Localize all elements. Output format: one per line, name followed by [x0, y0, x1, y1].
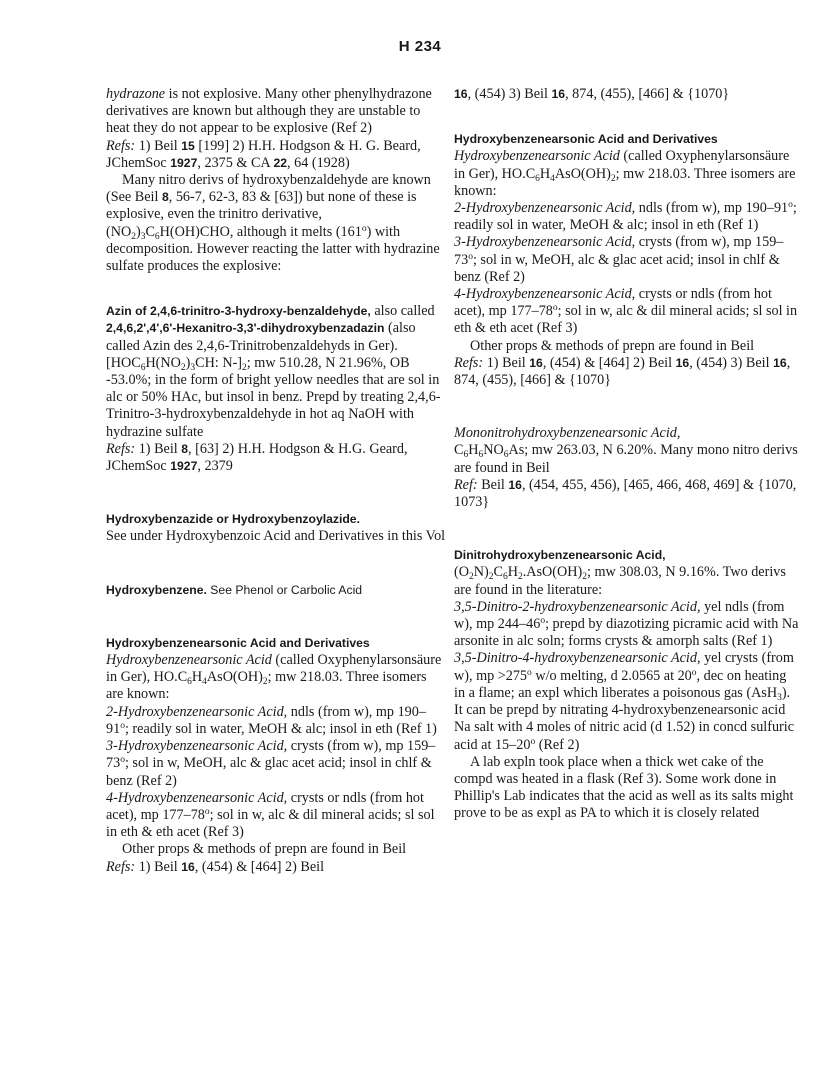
- dinitro-2-isomer: 3,5-Dinitro-2-hydroxybenzenearsonic Acid, yel ndls (from w), mp 244–46$^o$; prepd by diazotizing picramic acid with Na arsonite in alc soln; forms crysts & amorph salts (Ref 1): [454, 598, 799, 650]
- hydrazone-paragraph: hydrazone is not explosive. Many other phenylhydrazone derivatives are known but although they are unstable to heat they do not appear to be explosive (Ref 2): [106, 86, 432, 137]
- dinitro-heading: Dinitrohydroxybenzenearsonic Acid,: [454, 548, 666, 563]
- hydroxybenzene-heading: Hydroxybenzene.: [106, 582, 207, 597]
- arsonic-refs-left: Refs: 1) Beil 16, (454) & [464] 2) Beil: [106, 858, 325, 875]
- isomer-3-right: 3-Hydroxybenzenearsonic Acid, crysts (from w), mp 159–73$^o$; sol in w, MeOH, alc & glac acet acid; insol in chlf & benz (Ref 2): [454, 234, 784, 285]
- azin-entry: Azin of 2,4,6-trinitro-3-hydroxy-benzaldehyde, also called 2,4,6,2',4',6'-Hexanitro-3,3'-dihydroxybenzadazin (also called Azin des 2,4,6-Trinitrobenzaldehyds in Ger). [$HOC_6H(NO_2)_3CH$: $N-]_2$; mw 510.28, N 21.96%, OB -53.0%; in the form of bright yellow needles that are sol in alc or 50% HAc, but insol in benz. Prepd by treating 2,4,6-Trinitro-3-hydroxybenzaldehyde in hot aq NaOH with hydrazine sulfate: [106, 303, 441, 440]
- dinitro-4-isomer: 3,5-Dinitro-4-hydroxybenzenearsonic Acid, yel crysts (from w), mp $>275^o$ w/o melting, d 2.0565 at 20$^o$, dec on heating in a flame; an expl which liberates a poisonous gas (AsH$_3$). It can be prepd by nitrating 4-hydroxybenzenearsonic acid Na salt with 4 moles of nitric acid (d 1.52) in concd sulfuric acid at 15–20$^o$ (Ref 2): [454, 650, 795, 753]
- isomer-4-right: 4-Hydroxybenzenearsonic Acid, crysts or ndls (from hot acet), mp 177–78$^o$; sol in w, alc & dil mineral acids; sl sol in eth & eth acet (Ref 3): [454, 286, 798, 337]
- isomer-2-left: 2-Hydroxybenzenearsonic Acid, ndls (from w), mp 190–91$^o$; readily sol in water, MeOH & alc; insol in eth (Ref 1): [106, 703, 437, 737]
- refs-hodgson-beard: Refs: 1) Beil 15 [199] 2) H.H. Hodgson & H. G. Beard, JChemSoc 1927, 2375 & CA 22, 64 (1928): [106, 137, 421, 171]
- isomer-4-left: 4-Hydroxybenzenearsonic Acid, crysts or ndls (from hot acet), mp 177–78$^o$; sol in w, alc & dil mineral acids; sl sol in eth & eth acet (Ref 3): [106, 789, 435, 841]
- nitro-derivs-paragraph: Many nitro derivs of hydroxybenzaldehyde are known (See Beil 8, 56-7, 62-3, 83 & [63]) but none of these is explosive, even the trinitro derivative, $(NO_2)_3C_6H(OH)CHO$, although it melts (161$^o$) with decomposition. However reacting the latter with hydrazine sulfate produces the explosive:: [106, 172, 440, 275]
- refs-continuation: 16, (454) 3) Beil 16, 874, (455), [466] & {1070}: [454, 86, 730, 102]
- dinitro-entry: Dinitrohydroxybenzenearsonic Acid, $(O_2N)_2C_6H_2.AsO(OH)_2$; mw 308.03, N 9.16%. Two derivs are found in the literature:: [454, 548, 786, 598]
- mononitro-entry: Mononitrohydroxybenzenearsonic Acid, $C_6H_6NO_6As$; mw 263.03, N 6.20%. Many mono nitro derivs are found in Beil: [454, 425, 798, 476]
- isomer-3-left: 3-Hydroxybenzenearsonic Acid, crysts (from w), mp 159–73$^o$; sol in w, MeOH, alc & glac acet acid; insol in chlf & benz (Ref 2): [106, 738, 436, 789]
- arsonic-heading-right: Hydroxybenzenearsonic Acid and Derivatives: [454, 132, 718, 147]
- azide-heading: Hydroxybenzazide or Hydroxybenzoylazide.: [106, 512, 360, 527]
- isomer-2-right: 2-Hydroxybenzenearsonic Acid, ndls (from w), mp 190–91$^o$; readily sol in water, MeOH & alc; insol in eth (Ref 1): [454, 200, 797, 234]
- arsonic-heading-left: Hydroxybenzenearsonic Acid and Derivatives: [106, 635, 370, 650]
- arsonic-refs-right: Refs: 1) Beil 16, (454) & [464] 2) Beil 16, (454) 3) Beil 16, 874, (455), [466] & {1070}: [454, 354, 791, 389]
- page-number: H 234: [398, 38, 442, 55]
- lab-explosion-paragraph: A lab expln took place when a thick wet cake of the compd was heated in a flask (Ref 3). Some work done in Phillip's Lab indicates that the acid as well as its salts might prove to be as expl as PA to which it is closely related: [454, 753, 794, 822]
- hydrazone-term: hydrazone: [106, 86, 166, 102]
- arsonic-entry-left: Hydroxybenzenearsonic Acid and Derivatives Hydroxybenzenearsonic Acid (called Oxyphenylarsonsäure in Ger), $HO.C_6H_4AsO(OH)_2$; mw 218.03. Three isomers are known:: [106, 635, 442, 703]
- other-props-left: Other props & methods of prepn are found in Beil: [122, 841, 407, 858]
- azide-entry: Hydroxybenzazide or Hydroxybenzoylazide. See under Hydroxybenzoic Acid and Derivatives in this Vol: [106, 512, 446, 545]
- right-column: [454, 86, 800, 823]
- hydroxybenzene-entry: Hydroxybenzene. See Phenol or Carbolic Acid: [106, 582, 363, 597]
- arsonic-entry-right: Hydroxybenzenearsonic Acid and Derivatives Hydroxybenzenearsonic Acid (called Oxyphenylarsonsäure in Ger), $HO.C_6H_4AsO(OH)_2$; mw 218.03. Three isomers are known:: [454, 132, 796, 199]
- azin-heading: Azin of 2,4,6-trinitro-3-hydroxy-benzaldehyde,: [106, 304, 371, 319]
- mononitro-ref: Ref: Beil 16, (454, 455, 456), [465, 466, 468, 469] & {1070, 1073}: [454, 476, 797, 511]
- other-props-right: Other props & methods of prepn are found in Beil: [470, 337, 755, 354]
- azin-refs: Refs: 1) Beil 8, [63] 2) H.H. Hodgson & H.G. Geard, JChemSoc 1927, 2379: [106, 440, 408, 475]
- left-column: [106, 86, 446, 876]
